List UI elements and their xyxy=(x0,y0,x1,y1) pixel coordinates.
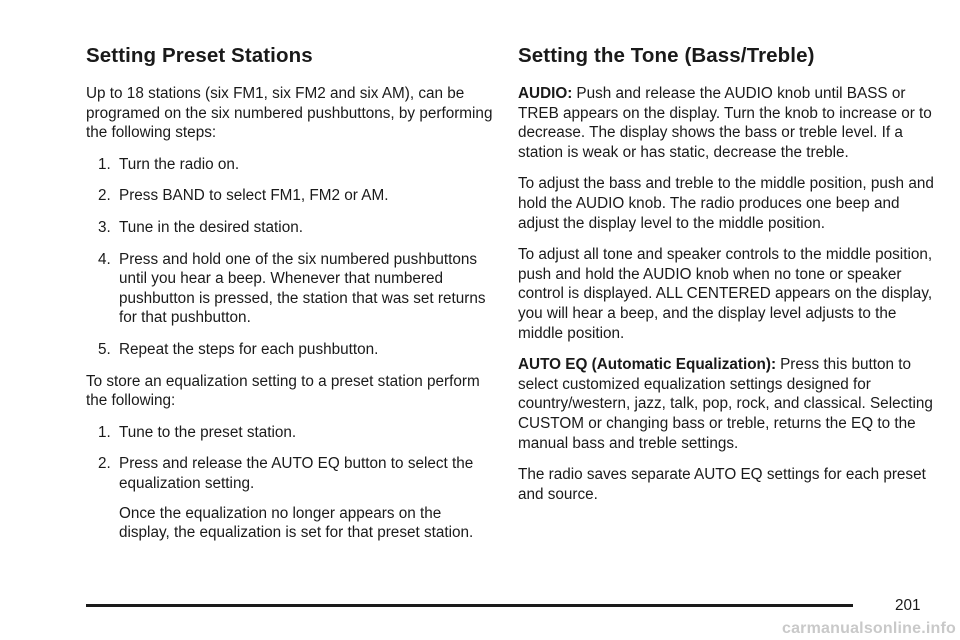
auto-eq-text: Press this button to select customized equalization settings designed for country/western, jazz, talk, pop, rock, and classical. Selecting CUSTOM or changing bass or treble, returns the EQ to the manual bass and treble settings. xyxy=(518,356,933,452)
list-item xyxy=(86,186,496,206)
list-item xyxy=(86,454,496,493)
eq-intro-paragraph: To store an equalization setting to a preset station perform the following: xyxy=(86,372,480,410)
all-centered-paragraph: To adjust all tone and speaker controls to the middle position, push and hold the AUDIO knob when no tone or speaker control is displayed. ALL CENTERED appears on the display, you will hear a beep, and the display level adjusts to the middle position. xyxy=(518,246,933,342)
watermark: carmanualsonline.info xyxy=(781,620,956,637)
step-number: 1. xyxy=(98,155,111,173)
list-item xyxy=(86,218,496,238)
right-column xyxy=(518,44,938,516)
list-item xyxy=(86,155,496,175)
step-text: Tune in the desired station. xyxy=(119,218,303,236)
footer-rule xyxy=(86,604,853,607)
step-number: 5. xyxy=(98,340,111,358)
step-text: Press BAND to select FM1, FM2 or AM. xyxy=(119,187,389,205)
saves-settings-paragraph: The radio saves separate AUTO EQ settings for each preset and source. xyxy=(518,466,926,503)
preset-intro-paragraph: Up to 18 stations (six FM1, six FM2 and six AM), can be programed on the six numbered pushbuttons, by performing the following steps: xyxy=(86,85,493,142)
eq-note-paragraph: Once the equalization no longer appears on the display, the equalization is set for that preset station. xyxy=(119,504,474,542)
auto-eq-label: AUTO EQ (Automatic Equalization): xyxy=(518,356,777,374)
auto-eq-paragraph xyxy=(518,355,938,453)
audio-paragraph xyxy=(518,84,938,162)
preset-steps-list xyxy=(86,155,496,360)
step-text: Turn the radio on. xyxy=(119,155,240,173)
step-text: Press and hold one of the six numbered pushbuttons until you hear a beep. Whenever that numbered pushbutton is pressed, the station that was set returns for that pushbutton. xyxy=(119,250,486,327)
list-item xyxy=(86,250,496,328)
audio-text: Push and release the AUDIO knob until BASS or TREB appears on the display. Turn the knob to increase or to decrease. The display shows the bass or treble level. If a station is weak or has static, decrease the treble. xyxy=(518,85,932,161)
audio-label: AUDIO: xyxy=(518,85,573,102)
middle-position-paragraph: To adjust the bass and treble to the middle position, push and hold the AUDIO knob. The radio produces one beep and adjust the display level to the middle position. xyxy=(518,175,934,232)
section-heading-preset-stations: Setting Preset Stations xyxy=(86,44,313,67)
eq-steps-list xyxy=(86,423,496,494)
page-number: 201 xyxy=(895,597,921,614)
step-number: 1. xyxy=(98,423,111,441)
step-number: 3. xyxy=(98,218,111,236)
list-item xyxy=(86,423,496,443)
step-number: 2. xyxy=(98,455,111,473)
step-text: Tune to the preset station. xyxy=(119,423,297,441)
section-heading-tone: Setting the Tone (Bass/Treble) xyxy=(518,44,815,67)
step-number: 2. xyxy=(98,187,111,205)
step-number: 4. xyxy=(98,250,111,268)
step-text: Repeat the steps for each pushbutton. xyxy=(119,340,379,358)
left-column xyxy=(86,44,496,555)
list-item xyxy=(86,340,496,360)
step-text: Press and release the AUTO EQ button to select the equalization setting. xyxy=(119,455,474,492)
